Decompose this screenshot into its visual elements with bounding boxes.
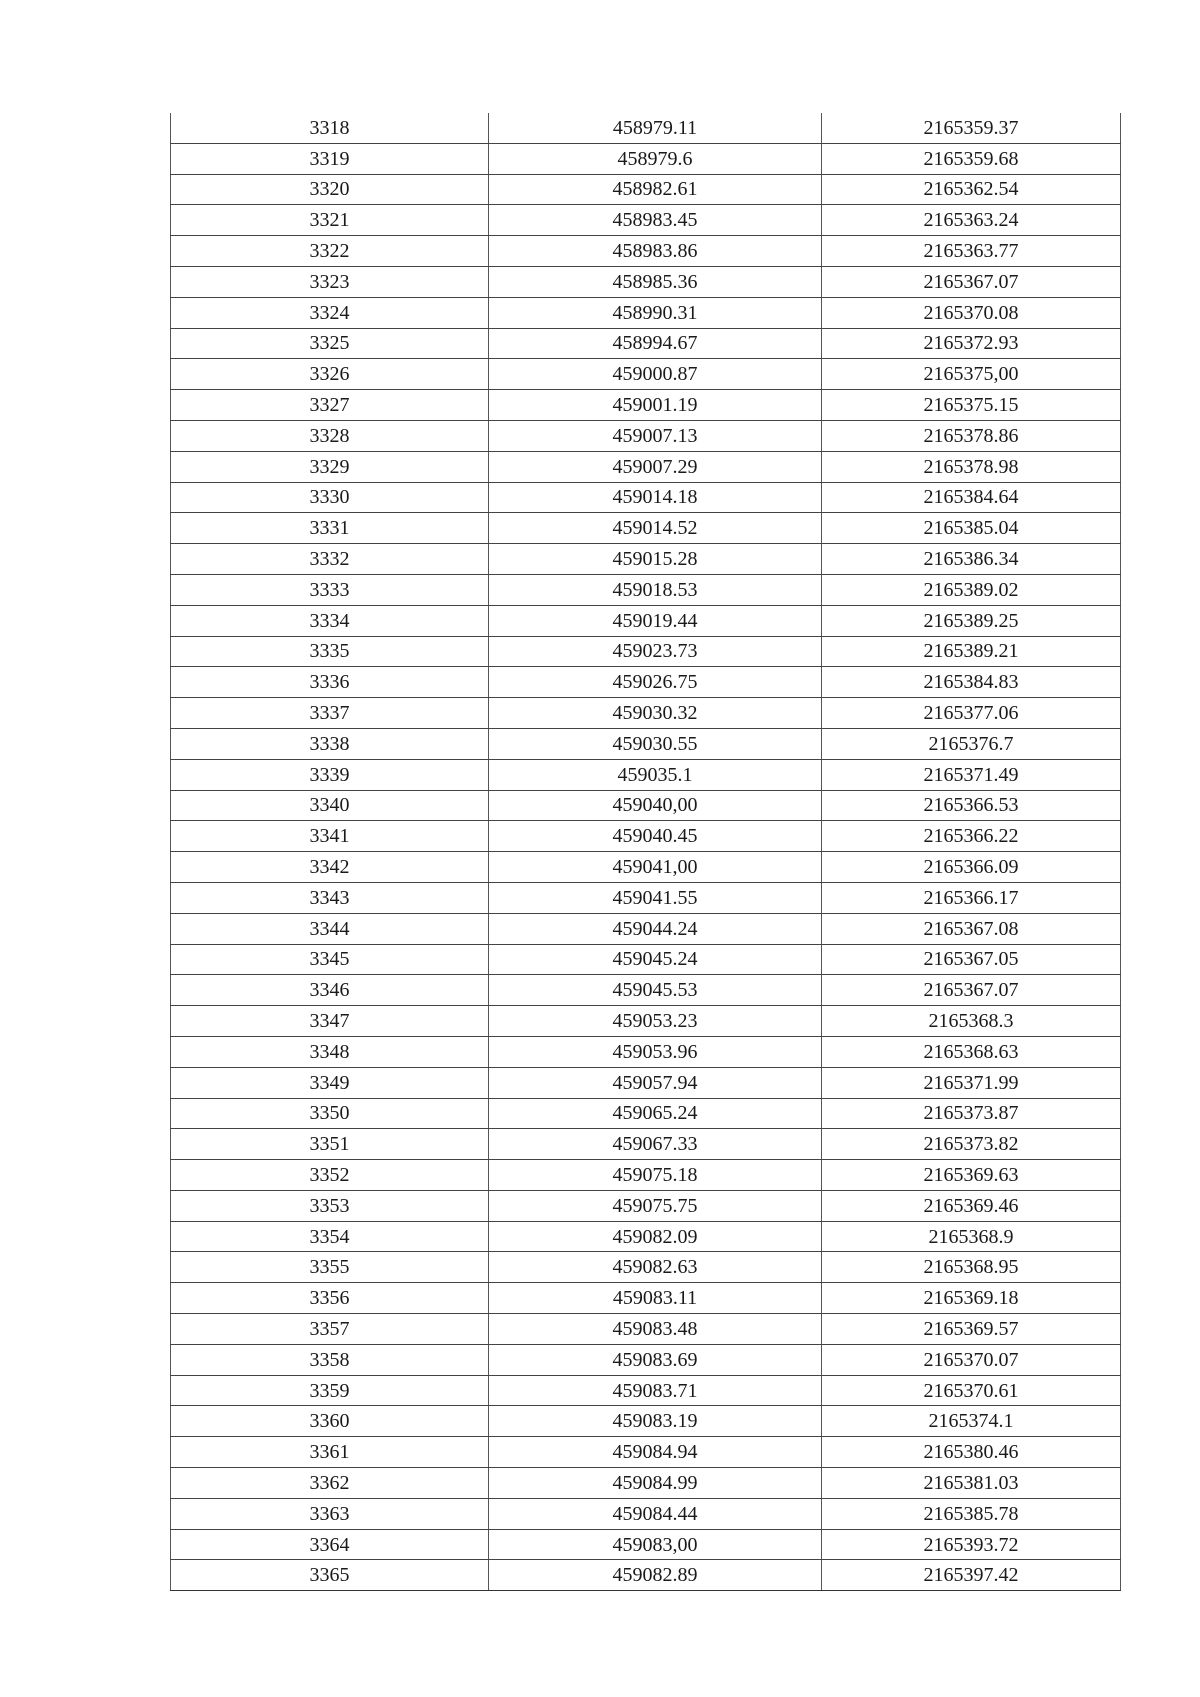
table-row	[171, 1375, 1121, 1406]
y-coordinate-cell: 2165367.05	[822, 944, 1121, 975]
x-coordinate-cell: 458994.67	[489, 328, 822, 359]
y-coordinate-cell: 2165369.63	[822, 1160, 1121, 1191]
table-row	[171, 1129, 1121, 1160]
y-coordinate-cell: 2165378.86	[822, 420, 1121, 451]
point-number-cell: 3358	[171, 1344, 489, 1375]
table-row	[171, 759, 1121, 790]
point-number-cell: 3341	[171, 821, 489, 852]
point-number-cell: 3354	[171, 1221, 489, 1252]
y-coordinate-cell: 2165366.53	[822, 790, 1121, 821]
x-coordinate-cell: 459035.1	[489, 759, 822, 790]
point-number-cell: 3334	[171, 605, 489, 636]
y-coordinate-cell: 2165375.15	[822, 390, 1121, 421]
point-number-cell: 3348	[171, 1036, 489, 1067]
table-row	[171, 420, 1121, 451]
y-coordinate-cell: 2165369.57	[822, 1314, 1121, 1345]
y-coordinate-cell: 2165375,00	[822, 359, 1121, 390]
x-coordinate-cell: 458983.86	[489, 236, 822, 267]
point-number-cell: 3336	[171, 667, 489, 698]
x-coordinate-cell: 459067.33	[489, 1129, 822, 1160]
y-coordinate-cell: 2165363.24	[822, 205, 1121, 236]
x-coordinate-cell: 459084.99	[489, 1468, 822, 1499]
point-number-cell: 3356	[171, 1283, 489, 1314]
x-coordinate-cell: 459084.44	[489, 1498, 822, 1529]
table-row	[171, 1221, 1121, 1252]
point-number-cell: 3359	[171, 1375, 489, 1406]
y-coordinate-cell: 2165362.54	[822, 174, 1121, 205]
table-row	[171, 205, 1121, 236]
x-coordinate-cell: 459014.52	[489, 513, 822, 544]
point-number-cell: 3320	[171, 174, 489, 205]
x-coordinate-cell: 459083.11	[489, 1283, 822, 1314]
table-row	[171, 1498, 1121, 1529]
table-row	[171, 882, 1121, 913]
x-coordinate-cell: 459041,00	[489, 852, 822, 883]
point-number-cell: 3329	[171, 451, 489, 482]
point-number-cell: 3330	[171, 482, 489, 513]
y-coordinate-cell: 2165374.1	[822, 1406, 1121, 1437]
x-coordinate-cell: 459018.53	[489, 574, 822, 605]
point-number-cell: 3332	[171, 544, 489, 575]
table-row	[171, 1252, 1121, 1283]
y-coordinate-cell: 2165371.99	[822, 1067, 1121, 1098]
coordinate-table	[170, 113, 1121, 1591]
y-coordinate-cell: 2165376.7	[822, 728, 1121, 759]
x-coordinate-cell: 459041.55	[489, 882, 822, 913]
x-coordinate-cell: 459040,00	[489, 790, 822, 821]
y-coordinate-cell: 2165368.9	[822, 1221, 1121, 1252]
table-row	[171, 1529, 1121, 1560]
point-number-cell: 3353	[171, 1190, 489, 1221]
y-coordinate-cell: 2165366.09	[822, 852, 1121, 883]
x-coordinate-cell: 459065.24	[489, 1098, 822, 1129]
y-coordinate-cell: 2165373.82	[822, 1129, 1121, 1160]
y-coordinate-cell: 2165385.04	[822, 513, 1121, 544]
point-number-cell: 3331	[171, 513, 489, 544]
y-coordinate-cell: 2165384.64	[822, 482, 1121, 513]
table-row	[171, 1437, 1121, 1468]
point-number-cell: 3324	[171, 297, 489, 328]
y-coordinate-cell: 2165367.07	[822, 266, 1121, 297]
table-row	[171, 544, 1121, 575]
table-row	[171, 698, 1121, 729]
table-row	[171, 174, 1121, 205]
x-coordinate-cell: 459019.44	[489, 605, 822, 636]
x-coordinate-cell: 459053.23	[489, 1006, 822, 1037]
x-coordinate-cell: 459000.87	[489, 359, 822, 390]
point-number-cell: 3344	[171, 913, 489, 944]
x-coordinate-cell: 459045.53	[489, 975, 822, 1006]
y-coordinate-cell: 2165372.93	[822, 328, 1121, 359]
table-row	[171, 1190, 1121, 1221]
x-coordinate-cell: 458979.6	[489, 143, 822, 174]
table-row	[171, 266, 1121, 297]
table-row	[171, 1283, 1121, 1314]
point-number-cell: 3339	[171, 759, 489, 790]
y-coordinate-cell: 2165370.61	[822, 1375, 1121, 1406]
x-coordinate-cell: 459030.32	[489, 698, 822, 729]
point-number-cell: 3357	[171, 1314, 489, 1345]
y-coordinate-cell: 2165367.07	[822, 975, 1121, 1006]
y-coordinate-cell: 2165393.72	[822, 1529, 1121, 1560]
y-coordinate-cell: 2165373.87	[822, 1098, 1121, 1129]
table-row	[171, 1006, 1121, 1037]
x-coordinate-cell: 459075.18	[489, 1160, 822, 1191]
point-number-cell: 3326	[171, 359, 489, 390]
x-coordinate-cell: 459082.89	[489, 1560, 822, 1591]
point-number-cell: 3360	[171, 1406, 489, 1437]
table-row	[171, 667, 1121, 698]
point-number-cell: 3338	[171, 728, 489, 759]
table-row	[171, 390, 1121, 421]
point-number-cell: 3337	[171, 698, 489, 729]
point-number-cell: 3351	[171, 1129, 489, 1160]
point-number-cell: 3350	[171, 1098, 489, 1129]
point-number-cell: 3342	[171, 852, 489, 883]
point-number-cell: 3328	[171, 420, 489, 451]
y-coordinate-cell: 2165370.07	[822, 1344, 1121, 1375]
y-coordinate-cell: 2165389.25	[822, 605, 1121, 636]
y-coordinate-cell: 2165389.02	[822, 574, 1121, 605]
point-number-cell: 3335	[171, 636, 489, 667]
x-coordinate-cell: 459030.55	[489, 728, 822, 759]
table-row	[171, 605, 1121, 636]
point-number-cell: 3365	[171, 1560, 489, 1591]
table-row	[171, 852, 1121, 883]
table-row	[171, 728, 1121, 759]
point-number-cell: 3362	[171, 1468, 489, 1499]
table-row	[171, 1344, 1121, 1375]
point-number-cell: 3363	[171, 1498, 489, 1529]
x-coordinate-cell: 459015.28	[489, 544, 822, 575]
x-coordinate-cell: 459057.94	[489, 1067, 822, 1098]
point-number-cell: 3364	[171, 1529, 489, 1560]
x-coordinate-cell: 459083.69	[489, 1344, 822, 1375]
y-coordinate-cell: 2165385.78	[822, 1498, 1121, 1529]
table-row	[171, 944, 1121, 975]
table-row	[171, 143, 1121, 174]
x-coordinate-cell: 458979.11	[489, 113, 822, 143]
table-row	[171, 1067, 1121, 1098]
table-row	[171, 297, 1121, 328]
y-coordinate-cell: 2165366.17	[822, 882, 1121, 913]
coordinate-table-body	[171, 113, 1121, 1591]
table-row	[171, 1406, 1121, 1437]
x-coordinate-cell: 458985.36	[489, 266, 822, 297]
point-number-cell: 3340	[171, 790, 489, 821]
y-coordinate-cell: 2165380.46	[822, 1437, 1121, 1468]
y-coordinate-cell: 2165368.95	[822, 1252, 1121, 1283]
table-row	[171, 975, 1121, 1006]
point-number-cell: 3345	[171, 944, 489, 975]
y-coordinate-cell: 2165371.49	[822, 759, 1121, 790]
y-coordinate-cell: 2165377.06	[822, 698, 1121, 729]
point-number-cell: 3347	[171, 1006, 489, 1037]
table-row	[171, 790, 1121, 821]
point-number-cell: 3349	[171, 1067, 489, 1098]
x-coordinate-cell: 459045.24	[489, 944, 822, 975]
y-coordinate-cell: 2165368.3	[822, 1006, 1121, 1037]
y-coordinate-cell: 2165370.08	[822, 297, 1121, 328]
point-number-cell: 3318	[171, 113, 489, 143]
table-row	[171, 328, 1121, 359]
y-coordinate-cell: 2165359.68	[822, 143, 1121, 174]
point-number-cell: 3346	[171, 975, 489, 1006]
table-row	[171, 1314, 1121, 1345]
x-coordinate-cell: 459044.24	[489, 913, 822, 944]
x-coordinate-cell: 459083.19	[489, 1406, 822, 1437]
x-coordinate-cell: 459075.75	[489, 1190, 822, 1221]
point-number-cell: 3352	[171, 1160, 489, 1191]
y-coordinate-cell: 2165369.46	[822, 1190, 1121, 1221]
x-coordinate-cell: 459083,00	[489, 1529, 822, 1560]
table-row	[171, 513, 1121, 544]
x-coordinate-cell: 458990.31	[489, 297, 822, 328]
table-row	[171, 821, 1121, 852]
table-row	[171, 1160, 1121, 1191]
y-coordinate-cell: 2165381.03	[822, 1468, 1121, 1499]
table-row	[171, 636, 1121, 667]
y-coordinate-cell: 2165389.21	[822, 636, 1121, 667]
x-coordinate-cell: 459001.19	[489, 390, 822, 421]
table-row	[171, 451, 1121, 482]
y-coordinate-cell: 2165384.83	[822, 667, 1121, 698]
x-coordinate-cell: 459082.63	[489, 1252, 822, 1283]
x-coordinate-cell: 458983.45	[489, 205, 822, 236]
table-row	[171, 236, 1121, 267]
point-number-cell: 3322	[171, 236, 489, 267]
y-coordinate-cell: 2165359.37	[822, 113, 1121, 143]
point-number-cell: 3323	[171, 266, 489, 297]
y-coordinate-cell: 2165363.77	[822, 236, 1121, 267]
point-number-cell: 3319	[171, 143, 489, 174]
x-coordinate-cell: 458982.61	[489, 174, 822, 205]
y-coordinate-cell: 2165378.98	[822, 451, 1121, 482]
table-row	[171, 913, 1121, 944]
table-row	[171, 113, 1121, 143]
y-coordinate-cell: 2165397.42	[822, 1560, 1121, 1591]
table-row	[171, 574, 1121, 605]
x-coordinate-cell: 459007.13	[489, 420, 822, 451]
table-row	[171, 1098, 1121, 1129]
table-row	[171, 1468, 1121, 1499]
x-coordinate-cell: 459023.73	[489, 636, 822, 667]
y-coordinate-cell: 2165386.34	[822, 544, 1121, 575]
table-row	[171, 1560, 1121, 1591]
x-coordinate-cell: 459053.96	[489, 1036, 822, 1067]
x-coordinate-cell: 459083.48	[489, 1314, 822, 1345]
point-number-cell: 3361	[171, 1437, 489, 1468]
table-row	[171, 359, 1121, 390]
point-number-cell: 3343	[171, 882, 489, 913]
x-coordinate-cell: 459007.29	[489, 451, 822, 482]
point-number-cell: 3333	[171, 574, 489, 605]
x-coordinate-cell: 459082.09	[489, 1221, 822, 1252]
x-coordinate-cell: 459026.75	[489, 667, 822, 698]
x-coordinate-cell: 459084.94	[489, 1437, 822, 1468]
y-coordinate-cell: 2165366.22	[822, 821, 1121, 852]
point-number-cell: 3325	[171, 328, 489, 359]
table-row	[171, 482, 1121, 513]
point-number-cell: 3321	[171, 205, 489, 236]
point-number-cell: 3327	[171, 390, 489, 421]
x-coordinate-cell: 459083.71	[489, 1375, 822, 1406]
point-number-cell: 3355	[171, 1252, 489, 1283]
x-coordinate-cell: 459040.45	[489, 821, 822, 852]
y-coordinate-cell: 2165367.08	[822, 913, 1121, 944]
table-row	[171, 1036, 1121, 1067]
y-coordinate-cell: 2165368.63	[822, 1036, 1121, 1067]
y-coordinate-cell: 2165369.18	[822, 1283, 1121, 1314]
x-coordinate-cell: 459014.18	[489, 482, 822, 513]
